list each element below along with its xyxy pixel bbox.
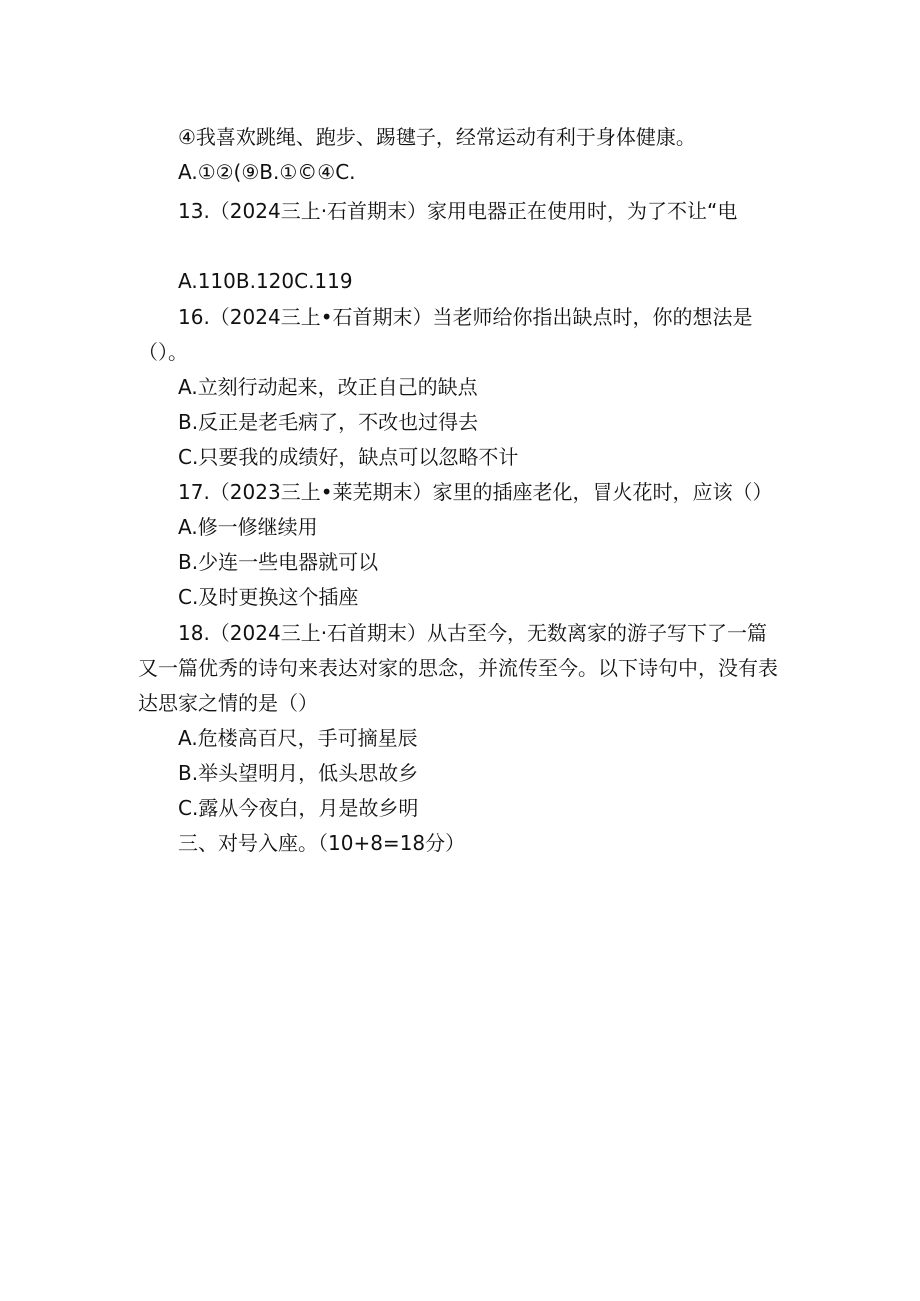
question-16-option-a: A.立刻行动起来，改正自己的缺点 (178, 375, 478, 399)
question-12-options: A.①②(⑨B.①©④C. (178, 160, 356, 184)
question-18-stem: 18.（2024三上·石首期末）从古至今，无数离家的游子写下了一篇 (178, 621, 768, 645)
question-15-options: A.110B.120C.119 (178, 269, 353, 293)
question-18-option-a: A.危楼高百尺，手可摘星辰 (178, 726, 418, 750)
question-16-stem: 16.（2024三上•石首期末）当老师给你指出缺点时，你的想法是 (178, 305, 753, 329)
question-16-option-c: C.只要我的成绩好，缺点可以忽略不计 (178, 445, 519, 469)
question-18-stem-cont-1: 又一篇优秀的诗句来表达对家的思念，并流传至今。以下诗句中，没有表 (138, 656, 778, 680)
question-17-stem: 17.（2023三上•莱芜期末）家里的插座老化，冒火花时，应该（） (178, 480, 773, 504)
question-16-option-b: B.反正是老毛病了，不改也过得去 (178, 410, 479, 434)
question-17-option-a: A.修一修继续用 (178, 515, 318, 539)
question-18-stem-cont-2: 达思家之情的是（） (138, 691, 318, 715)
question-17-option-b: B.少连一些电器就可以 (178, 550, 379, 574)
question-17-option-c: C.及时更换这个插座 (178, 585, 359, 609)
question-16-stem-cont: （）。 (138, 340, 188, 364)
section-heading-3: 三、对号入座。（10+8=18分） (178, 831, 466, 855)
question-statement-4: ④我喜欢跳绳、跑步、踢毽子，经常运动有利于身体健康。 (178, 125, 696, 149)
question-18-option-b: B.举头望明月，低头思故乡 (178, 761, 419, 785)
question-13-stem: 13.（2024三上·石首期末）家用电器正在使用时，为了不让“电 (178, 199, 738, 223)
question-18-option-c: C.露从今夜白，月是故乡明 (178, 796, 419, 820)
